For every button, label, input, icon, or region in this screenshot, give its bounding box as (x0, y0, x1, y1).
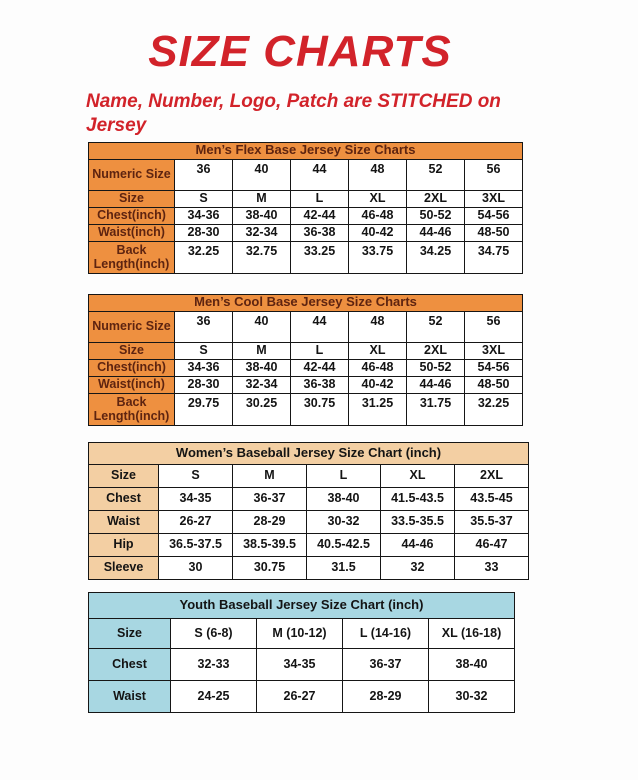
row-label: Chest (89, 487, 159, 510)
size-cell: 32.25 (175, 241, 233, 273)
size-cell: 38.5-39.5 (233, 533, 307, 556)
size-cell: 33.5-35.5 (381, 510, 455, 533)
size-cell: 34.75 (465, 241, 523, 273)
size-cell: M (233, 190, 291, 207)
table-row (89, 556, 529, 579)
size-cell: 56 (465, 159, 523, 190)
table-header-row (89, 294, 523, 311)
size-cell: 32-33 (171, 648, 257, 680)
table-title: Men’s Cool Base Jersey Size Charts (89, 294, 523, 311)
size-cell: 40-42 (349, 224, 407, 241)
row-label: Size (89, 342, 175, 359)
page-subtitle: Name, Number, Logo, Patch are STITCHED on Jersey (86, 91, 501, 136)
size-cell: 2XL (455, 464, 529, 487)
size-cell: 52 (407, 311, 465, 342)
table-row (89, 241, 523, 273)
size-cell: 42-44 (291, 359, 349, 376)
size-cell: 30.25 (233, 393, 291, 425)
size-cell: 43.5-45 (455, 487, 529, 510)
size-cell: 24-25 (171, 680, 257, 712)
size-cell: 40 (233, 311, 291, 342)
table-row (89, 510, 529, 533)
size-cell: 36-37 (343, 648, 429, 680)
table-row (89, 487, 529, 510)
size-cell: 40-42 (349, 376, 407, 393)
size-cell: 52 (407, 159, 465, 190)
table-row (89, 393, 523, 425)
size-cell: 34.25 (407, 241, 465, 273)
table-row (89, 648, 515, 680)
size-cell: M (233, 464, 307, 487)
row-label: Chest(inch) (89, 207, 175, 224)
size-cell: 32.75 (233, 241, 291, 273)
size-cell: 33.75 (349, 241, 407, 273)
row-label: Hip (89, 533, 159, 556)
row-label: Back Length(inch) (89, 241, 175, 273)
table-row (89, 311, 523, 342)
size-cell: 42-44 (291, 207, 349, 224)
table-row (89, 190, 523, 207)
row-label: Size (89, 464, 159, 487)
size-cell: 44 (291, 311, 349, 342)
size-cell: 30.75 (291, 393, 349, 425)
size-cell: 56 (465, 311, 523, 342)
mens-cool-base-size-chart (88, 294, 523, 426)
size-cell: S (175, 342, 233, 359)
size-cell: 32-34 (233, 376, 291, 393)
size-cell: 3XL (465, 342, 523, 359)
table-title: Women’s Baseball Jersey Size Chart (inch) (89, 442, 529, 464)
table-row (89, 376, 523, 393)
row-label: Chest(inch) (89, 359, 175, 376)
row-label: Back Length(inch) (89, 393, 175, 425)
size-cell: 28-29 (233, 510, 307, 533)
size-cell: 48 (349, 159, 407, 190)
size-cell: 32 (381, 556, 455, 579)
size-cell: S (175, 190, 233, 207)
table-row (89, 159, 523, 190)
size-cell: 40 (233, 159, 291, 190)
size-cell: L (307, 464, 381, 487)
size-cell: 44-46 (407, 224, 465, 241)
size-cell: 33 (455, 556, 529, 579)
size-cell: 46-48 (349, 359, 407, 376)
row-label: Waist(inch) (89, 224, 175, 241)
size-cell: 41.5-43.5 (381, 487, 455, 510)
size-cell: 44-46 (407, 376, 465, 393)
size-cell: 48 (349, 311, 407, 342)
table-header-row (89, 592, 515, 618)
size-cell: S (6-8) (171, 618, 257, 648)
size-cell: 28-29 (343, 680, 429, 712)
table-header-row (89, 442, 529, 464)
table-row (89, 359, 523, 376)
size-cell: 34-35 (257, 648, 343, 680)
size-cell: 40.5-42.5 (307, 533, 381, 556)
row-label: Numeric Size (89, 311, 175, 342)
size-cell: 34-36 (175, 359, 233, 376)
table-row (89, 224, 523, 241)
size-cell: 38-40 (233, 359, 291, 376)
size-cell: 32-34 (233, 224, 291, 241)
size-cell: 29.75 (175, 393, 233, 425)
size-cell: XL (16-18) (429, 618, 515, 648)
size-cell: 50-52 (407, 207, 465, 224)
table-row (89, 342, 523, 359)
charts-container (88, 142, 638, 713)
table-row (89, 207, 523, 224)
table-row (89, 533, 529, 556)
size-cell: L (291, 190, 349, 207)
size-cell: 38-40 (429, 648, 515, 680)
size-cell: 54-56 (465, 207, 523, 224)
youth-baseball-size-chart (88, 592, 515, 713)
size-cell: 35.5-37 (455, 510, 529, 533)
size-cell: M (233, 342, 291, 359)
size-cell: 30-32 (307, 510, 381, 533)
size-cell: S (159, 464, 233, 487)
size-cell: 28-30 (175, 224, 233, 241)
row-label: Chest (89, 648, 171, 680)
row-label: Waist (89, 510, 159, 533)
size-cell: 50-52 (407, 359, 465, 376)
table-row (89, 618, 515, 648)
size-cell: 36-37 (233, 487, 307, 510)
size-cell: 26-27 (257, 680, 343, 712)
size-cell: 2XL (407, 190, 465, 207)
size-cell: 54-56 (465, 359, 523, 376)
size-cell: 26-27 (159, 510, 233, 533)
size-cell: 28-30 (175, 376, 233, 393)
size-cell: 36-38 (291, 376, 349, 393)
table-row (89, 464, 529, 487)
table-row (89, 680, 515, 712)
row-label: Size (89, 618, 171, 648)
size-cell: 44-46 (381, 533, 455, 556)
row-label: Waist (89, 680, 171, 712)
row-label: Numeric Size (89, 159, 175, 190)
size-cell: 32.25 (465, 393, 523, 425)
size-cell: 30 (159, 556, 233, 579)
size-cell: XL (349, 190, 407, 207)
size-cell: 30-32 (429, 680, 515, 712)
size-cell: XL (349, 342, 407, 359)
mens-flex-base-size-chart (88, 142, 523, 274)
row-label: Sleeve (89, 556, 159, 579)
size-cell: 2XL (407, 342, 465, 359)
size-cell: 31.25 (349, 393, 407, 425)
size-cell: L (291, 342, 349, 359)
size-cell: 3XL (465, 190, 523, 207)
size-cell: 34-35 (159, 487, 233, 510)
size-cell: 38-40 (233, 207, 291, 224)
table-header-row (89, 142, 523, 159)
size-cell: 46-48 (349, 207, 407, 224)
size-cell: 38-40 (307, 487, 381, 510)
size-cell: 31.75 (407, 393, 465, 425)
size-cell: XL (381, 464, 455, 487)
size-cell: 36-38 (291, 224, 349, 241)
size-cell: M (10-12) (257, 618, 343, 648)
row-label: Waist(inch) (89, 376, 175, 393)
size-cell: 36 (175, 159, 233, 190)
size-cell: 36.5-37.5 (159, 533, 233, 556)
size-cell: 34-36 (175, 207, 233, 224)
row-label: Size (89, 190, 175, 207)
size-cell: 48-50 (465, 376, 523, 393)
table-title: Youth Baseball Jersey Size Chart (inch) (89, 592, 515, 618)
womens-baseball-size-chart (88, 442, 529, 580)
size-cell: L (14-16) (343, 618, 429, 648)
table-title: Men’s Flex Base Jersey Size Charts (89, 142, 523, 159)
size-cell: 33.25 (291, 241, 349, 273)
page-title: SIZE CHARTS (148, 27, 452, 76)
size-cell: 36 (175, 311, 233, 342)
size-cell: 48-50 (465, 224, 523, 241)
size-cell: 31.5 (307, 556, 381, 579)
size-cell: 44 (291, 159, 349, 190)
size-cell: 30.75 (233, 556, 307, 579)
size-cell: 46-47 (455, 533, 529, 556)
